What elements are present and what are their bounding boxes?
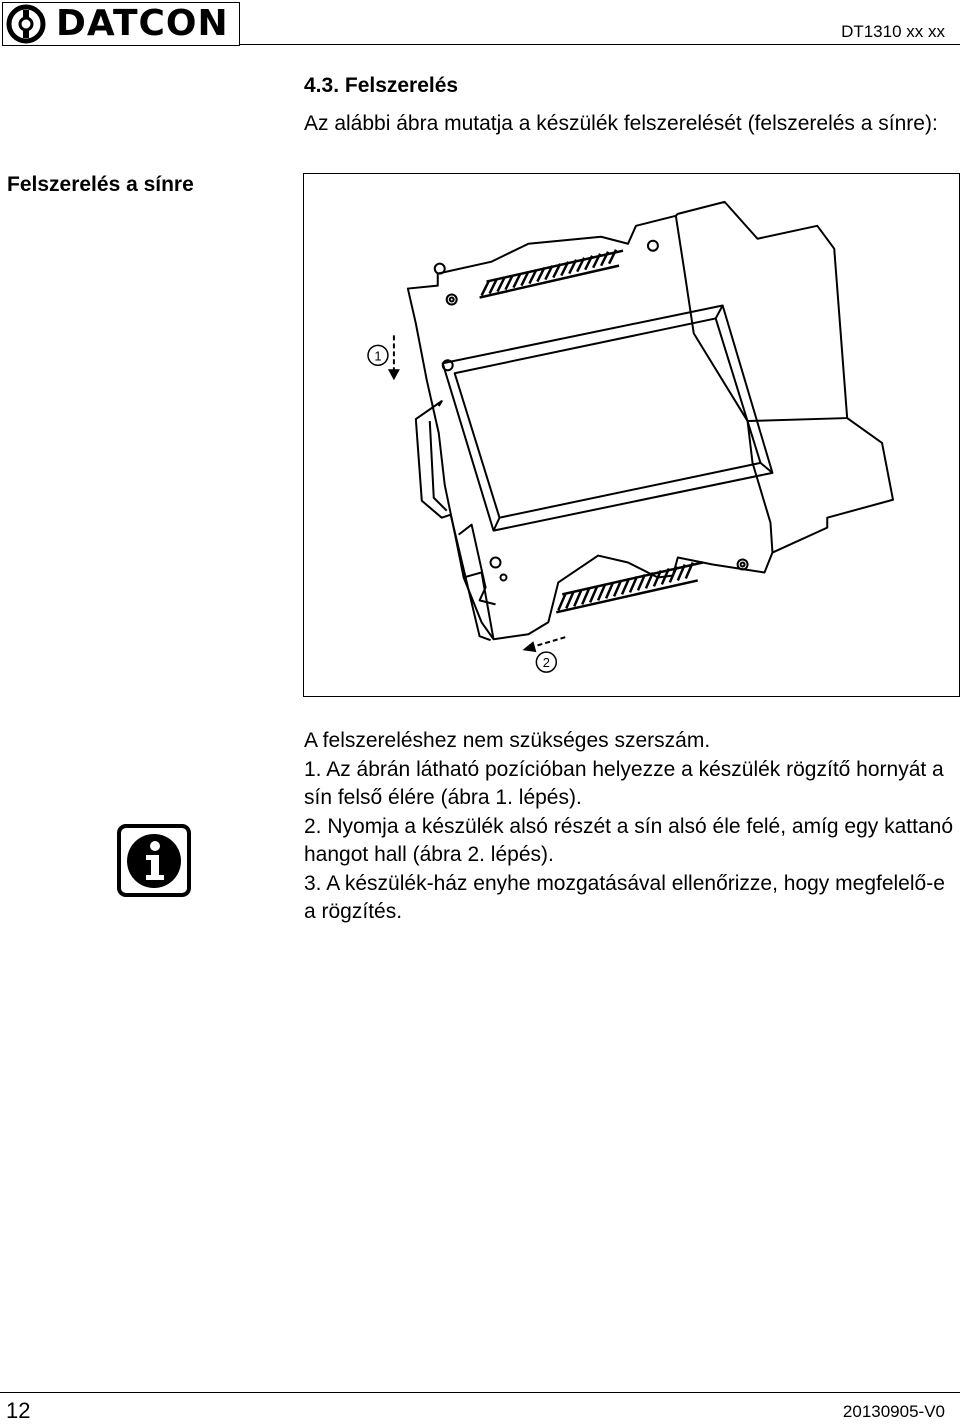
document-code: DT1310 xx xx bbox=[841, 22, 945, 41]
din-rail bbox=[416, 401, 491, 640]
device-rail-illustration bbox=[304, 174, 959, 696]
footer-rule bbox=[0, 1392, 960, 1393]
step1-marker: 1 bbox=[374, 348, 382, 364]
display-window-inner bbox=[455, 318, 761, 517]
housing-inner-line bbox=[748, 418, 848, 421]
arrow-down-icon bbox=[388, 335, 400, 380]
screw bbox=[738, 560, 748, 570]
brand-name: DATCON bbox=[56, 3, 229, 44]
info-icon bbox=[117, 824, 191, 897]
screw bbox=[450, 298, 454, 302]
housing-inner-line bbox=[676, 216, 773, 553]
step2-indicator bbox=[522, 637, 565, 672]
section-title: 4.3. Felszerelés bbox=[304, 74, 459, 97]
datcon-logo bbox=[2, 2, 240, 46]
page-number: 12 bbox=[6, 1398, 31, 1423]
screw bbox=[447, 295, 457, 305]
screw bbox=[491, 558, 501, 568]
tool-note: A felszereléshez nem szükséges szerszám. bbox=[304, 729, 711, 752]
step-3: 3. A készülék-ház enyhe mozgatásával ellenőrizze, hogy megfelelő-e a rögzítés. bbox=[304, 871, 945, 923]
display-window-bevel bbox=[494, 305, 773, 530]
arrow-left-icon bbox=[522, 637, 565, 652]
mounting-figure bbox=[303, 173, 960, 697]
intro-text: Az alábbi ábra mutatja a készülék felszerelését (felszerelés a sínre): bbox=[304, 112, 938, 135]
step-1: 1. Az ábrán látható pozícióban helyezze a készülék rögzítő hornyát a sín felső élére (ábra 1. lépés). bbox=[304, 757, 944, 809]
screw bbox=[741, 563, 745, 567]
revision-code: 20130905-V0 bbox=[842, 1402, 945, 1421]
step2-marker: 2 bbox=[542, 655, 550, 671]
step1-indicator bbox=[368, 335, 400, 380]
side-label: Felszerelés a sínre bbox=[7, 173, 194, 196]
screw bbox=[501, 574, 507, 580]
screw bbox=[435, 264, 445, 274]
instructions bbox=[304, 727, 954, 927]
screw bbox=[648, 241, 658, 251]
datcon-logo-icon bbox=[6, 4, 46, 44]
step-2: 2. Nyomja a készülék alsó részét a sín alsó éle felé, amíg egy kattanó hangot hall (ábra 2. lépés). bbox=[304, 814, 954, 866]
header-rule bbox=[240, 44, 960, 45]
